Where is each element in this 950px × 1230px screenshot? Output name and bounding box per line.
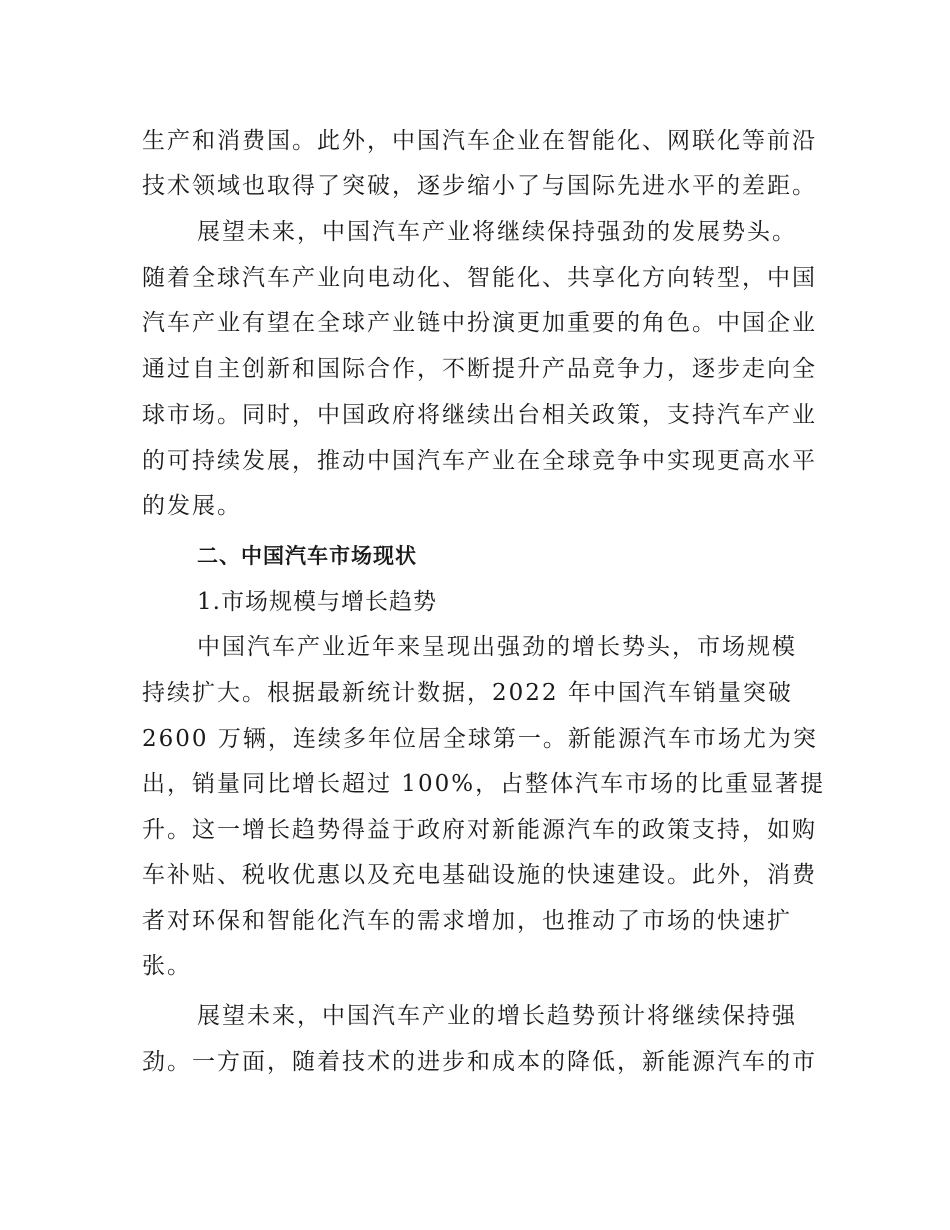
paragraph-line: 展望未来，中国汽车产业的增长趋势预计将继续保持强 xyxy=(197,1003,797,1029)
paragraph-line: 展望未来，中国汽车产业将继续保持强劲的发展势头。 xyxy=(197,219,797,245)
paragraph-line: 者对环保和智能化汽车的需求增加，也推动了市场的快速扩 xyxy=(142,908,792,934)
paragraph-line: 升。这一增长趋势得益于政府对新能源汽车的政策支持，如购 xyxy=(142,817,817,843)
paragraph-line: 2600 万辆，连续多年位居全球第一。新能源汽车市场尤为突 xyxy=(142,726,818,752)
subsection-heading: 1.市场规模与增长趋势 xyxy=(197,589,437,615)
section-heading: 二、中国汽车市场现状 xyxy=(197,544,417,568)
paragraph-line: 中国汽车产业近年来呈现出强劲的增长势头，市场规模 xyxy=(197,634,797,660)
paragraph-line: 张。 xyxy=(142,953,192,979)
paragraph-line: 的可持续发展，推动中国汽车产业在全球竞争中实现更高水平 xyxy=(142,448,817,474)
paragraph-line: 球市场。同时，中国政府将继续出台相关政策，支持汽车产业 xyxy=(142,402,817,428)
paragraph-line: 出，销量同比增长超过 100%，占整体汽车市场的比重显著提 xyxy=(142,771,826,797)
paragraph-line: 技术领域也取得了突破，逐步缩小了与国际先进水平的差距。 xyxy=(142,173,817,199)
paragraph-line: 随着全球汽车产业向电动化、智能化、共享化方向转型，中国 xyxy=(142,265,817,291)
paragraph-line: 生产和消费国。此外，中国汽车企业在智能化、网联化等前沿 xyxy=(142,128,817,154)
paragraph-line: 车补贴、税收优惠以及充电基础设施的快速建设。此外，消费 xyxy=(142,862,817,888)
paragraph-line: 通过自主创新和国际合作，不断提升产品竞争力，逐步走向全 xyxy=(142,356,817,382)
paragraph-line: 汽车产业有望在全球产业链中扮演更加重要的角色。中国企业 xyxy=(142,310,817,336)
paragraph-line: 的发展。 xyxy=(142,493,242,519)
paragraph-line: 持续扩大。根据最新统计数据，2022 年中国汽车销量突破 xyxy=(142,680,793,706)
paragraph-line: 劲。一方面，随着技术的进步和成本的降低，新能源汽车的市 xyxy=(142,1049,817,1075)
